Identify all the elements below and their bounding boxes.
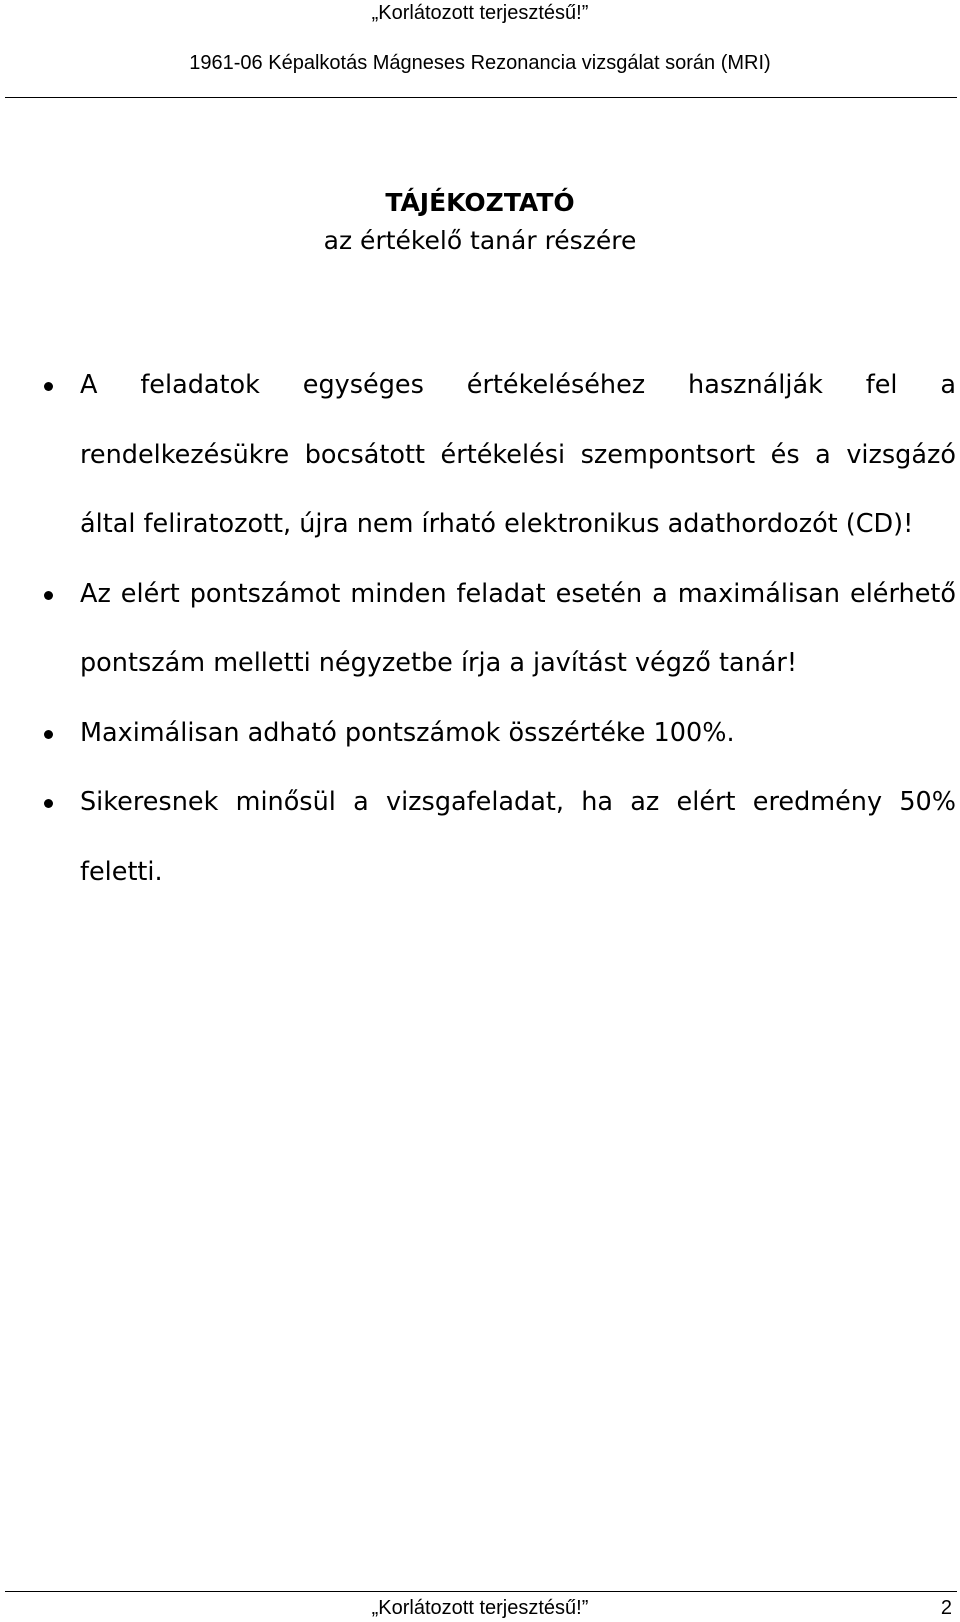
- list-item-text: A feladatok egységes értékeléséhez használják fel a rendelkezésükre bocsátott értékelési szempontsort és a vizsgázó által feliratozott, újra nem írható elektronikus adathordozót (CD)!: [80, 370, 956, 539]
- instruction-list: [80, 351, 956, 907]
- list-item-text: Az elért pontszámot minden feladat esetén a maximálisan elérhető pontszám melletti négyzetbe írja a javítást végző tanár!: [80, 578, 956, 678]
- list-item-text: Maximálisan adható pontszámok összértéke 100%.: [80, 717, 735, 748]
- bullet-icon: [44, 591, 53, 600]
- header-divider: [5, 97, 957, 98]
- bullet-icon: [44, 730, 53, 739]
- page-number: 2: [940, 1597, 952, 1619]
- page-subtitle: az értékelő tanár részére: [323, 226, 637, 255]
- list-item: [80, 768, 956, 907]
- footer-restricted-notice: „Korlátozott terjesztésű!”: [371, 1597, 589, 1619]
- list-item: [80, 351, 956, 560]
- list-item: [80, 699, 956, 769]
- page-title: TÁJÉKOZTATÓ: [385, 188, 575, 217]
- bullet-icon: [44, 799, 53, 808]
- list-item: [80, 560, 956, 699]
- bullet-icon: [44, 382, 53, 391]
- header-document-title: 1961-06 Képalkotás Mágneses Rezonancia vizsgálat során (MRI): [189, 52, 771, 74]
- list-item-text: Sikeresnek minősül a vizsgafeladat, ha az elért eredmény 50% feletti.: [80, 787, 956, 887]
- footer-divider: [5, 1591, 957, 1592]
- header-restricted-notice: „Korlátozott terjesztésű!”: [371, 2, 589, 24]
